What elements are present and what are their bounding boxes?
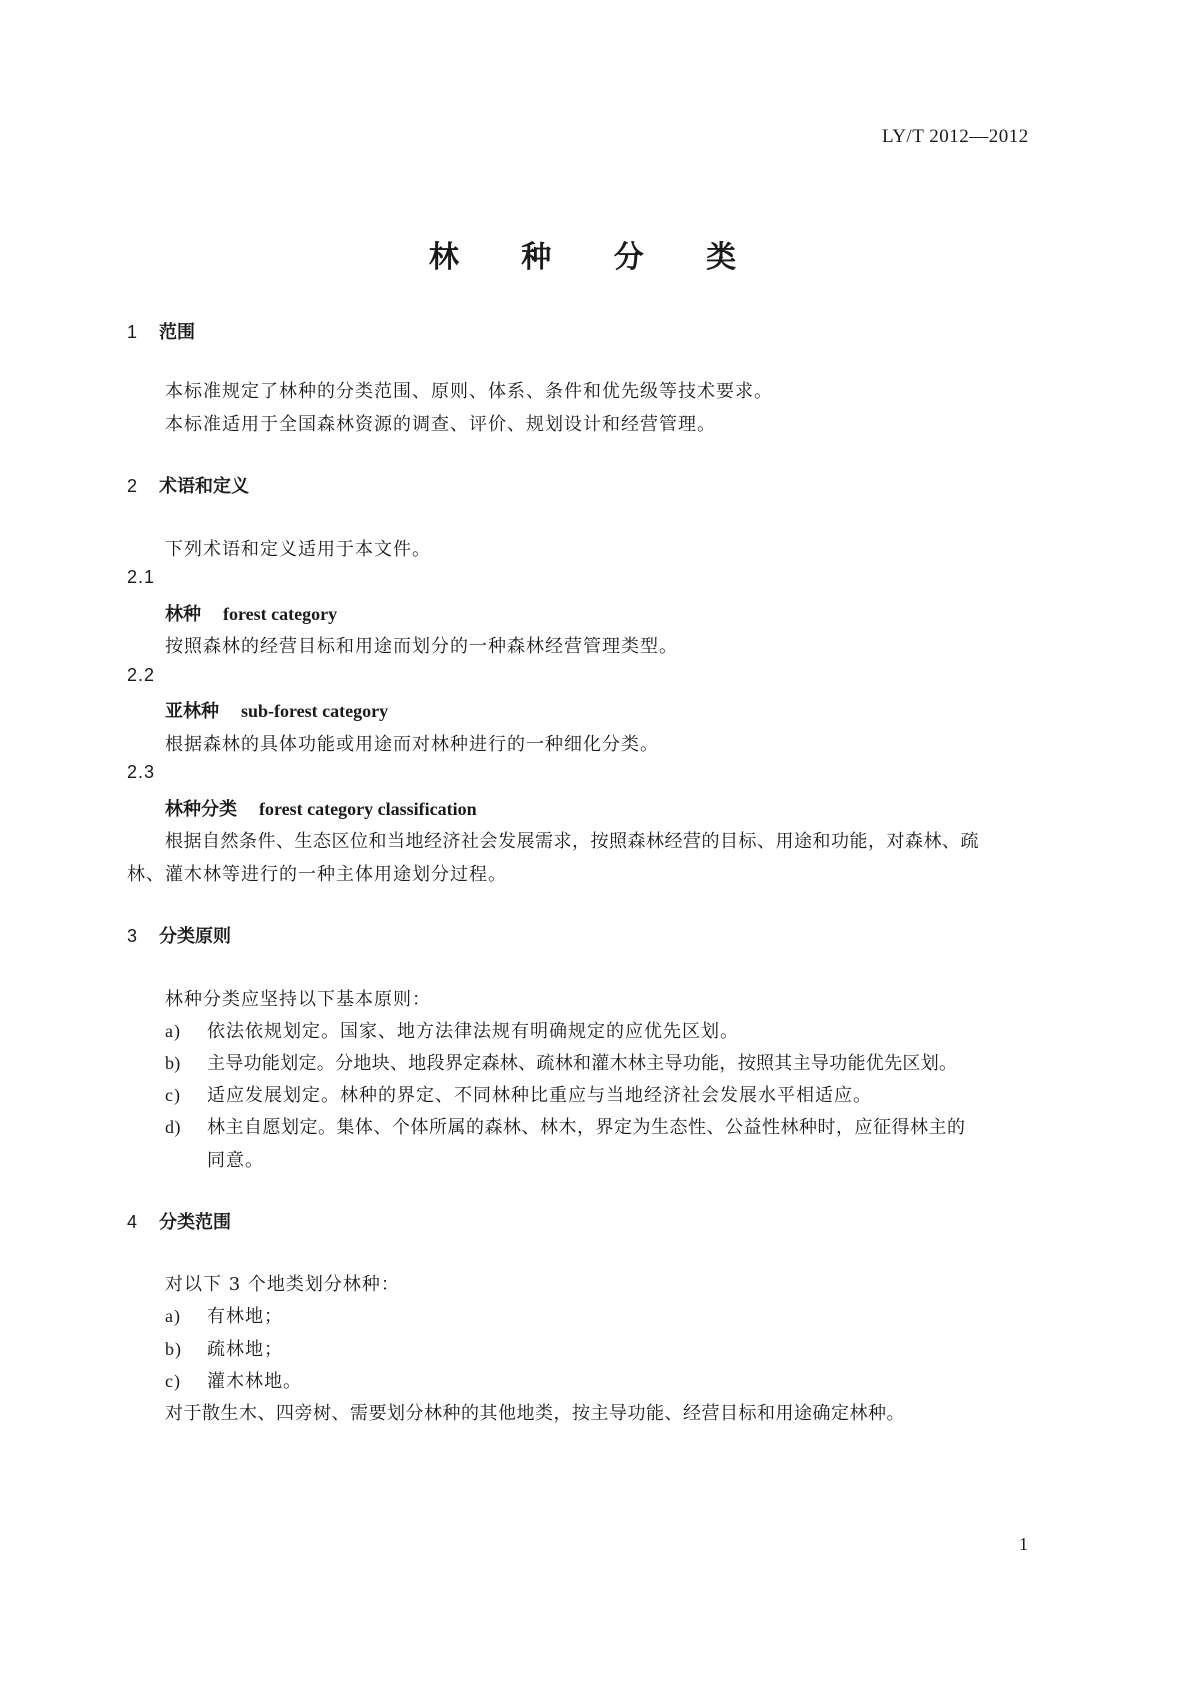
list-label: c): [165, 1371, 181, 1391]
list-text: 依法依规划定。国家、地方法律法规有明确规定的应优先区划。: [207, 1021, 739, 1042]
term-definition: 按照森林的经营目标和用途而划分的一种森林经营管理类型。: [165, 636, 678, 657]
term-definition-cont: 林、灌木林等进行的一种主体用途划分过程。: [127, 864, 507, 885]
clause-number: 2.1: [127, 567, 156, 587]
list-label: b): [165, 1053, 181, 1073]
term-definition: 根据自然条件、生态区位和当地经济社会发展需求，按照森林经营的目标、用途和功能，对森林、疏: [165, 831, 979, 852]
document-title: 林 种 分 类: [428, 240, 763, 275]
list-item-cont: 同意。: [207, 1150, 264, 1171]
section-title: 术语和定义: [159, 476, 249, 497]
paragraph: 对以下 3 个地类划分林种：: [165, 1274, 400, 1295]
section-title: 分类范围: [159, 1212, 231, 1233]
list-item: [165, 1081, 872, 1107]
list-label: a): [165, 1306, 181, 1326]
list-text: 灌木林地。: [207, 1371, 302, 1392]
clause-number: 2.3: [127, 762, 156, 782]
list-text: 适应发展划定。林种的界定、不同林种比重应与当地经济社会发展水平相适应。: [207, 1085, 872, 1106]
paragraph: 林种分类应坚持以下基本原则：: [165, 989, 431, 1010]
paragraph: 对于散生木、四旁树、需要划分林种的其他地类，按主导功能、经营目标和用途确定林种。: [165, 1403, 905, 1424]
term-definition: 根据森林的具体功能或用途而对林种进行的一种细化分类。: [165, 734, 659, 755]
list-item: [165, 1113, 966, 1139]
section-1-heading: [127, 318, 195, 344]
list-text: 有林地；: [207, 1306, 283, 1327]
list-text: 林主自愿划定。集体、个体所属的森林、林木，界定为生态性、公益性林种时，应征得林主的: [207, 1117, 966, 1138]
section-number: 3: [127, 926, 138, 946]
section-number: 2: [127, 476, 138, 496]
clause-number: 2.2: [127, 665, 156, 685]
paragraph: 下列术语和定义适用于本文件。: [165, 539, 431, 560]
list-text: 主导功能划定。分地块、地段界定森林、疏林和灌木林主导功能，按照其主导功能优先区划。: [207, 1053, 958, 1074]
paragraph: 本标准适用于全国森林资源的调查、评价、规划设计和经营管理。: [165, 414, 716, 435]
list-item: [165, 1367, 302, 1393]
section-4-heading: [127, 1208, 231, 1234]
list-text: 疏林地；: [207, 1339, 283, 1360]
section-title: 范围: [159, 322, 195, 343]
list-label: a): [165, 1021, 181, 1041]
term-en: forest category classification: [259, 799, 477, 819]
term-en: forest category: [223, 604, 338, 624]
list-label: c): [165, 1085, 181, 1105]
term-entry: [165, 600, 337, 626]
term-entry: [165, 697, 388, 723]
list-item: [165, 1335, 283, 1361]
section-3-heading: [127, 922, 231, 948]
section-2-heading: [127, 472, 249, 498]
list-label: b): [165, 1339, 182, 1359]
page-number: 1: [1019, 1534, 1028, 1554]
list-item: [165, 1017, 739, 1043]
section-title: 分类原则: [159, 926, 231, 947]
term-entry: [165, 795, 477, 821]
list-label: d): [165, 1117, 181, 1137]
term-en: sub-forest category: [241, 701, 389, 721]
standard-code: LY/T 2012—2012: [882, 126, 1029, 147]
section-number: 1: [127, 322, 138, 342]
list-item: [165, 1049, 957, 1075]
section-number: 4: [127, 1212, 138, 1232]
list-item: [165, 1302, 283, 1328]
term-cn: 林种: [165, 604, 201, 625]
term-cn: 亚林种: [165, 701, 219, 722]
term-cn: 林种分类: [165, 799, 237, 820]
paragraph: 本标准规定了林种的分类范围、原则、体系、条件和优先级等技术要求。: [165, 381, 773, 402]
